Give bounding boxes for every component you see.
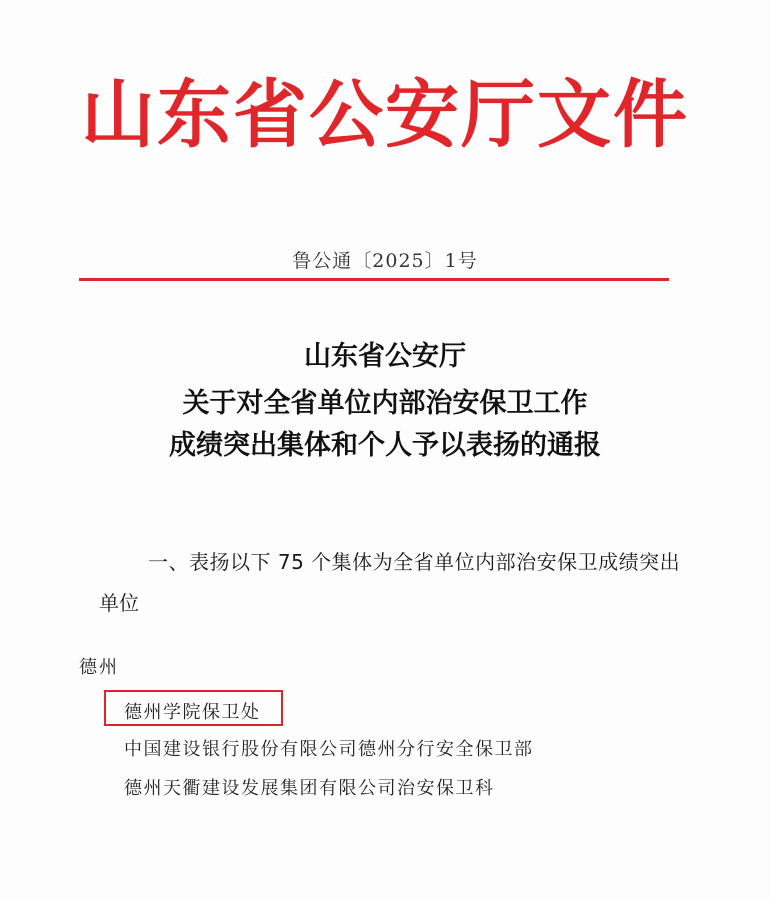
body-paragraph-line-2: 单位 xyxy=(99,591,139,615)
unit-list-item: 中国建设银行股份有限公司德州分行安全保卫部 xyxy=(124,739,534,760)
notice-title-line-2: 关于对全省单位内部治安保卫工作 xyxy=(182,388,588,419)
unit-list-item: 德州天衢建设发展集团有限公司治安保卫科 xyxy=(124,778,495,799)
document-number: 鲁公通〔2025〕1号 xyxy=(292,250,478,272)
notice-title-line-3: 成绩突出集体和个人予以表扬的通报 xyxy=(169,430,601,461)
region-heading: 德州 xyxy=(79,657,119,678)
unit-list-item: 德州学院保卫处 xyxy=(124,702,261,723)
notice-title-line-1: 山东省公安厅 xyxy=(304,341,466,372)
red-divider-line xyxy=(79,278,669,281)
masthead-title: 山东省公安厅文件 xyxy=(81,72,689,158)
body-paragraph-line-1: 一、表扬以下 75 个集体为全省单位内部治安保卫成绩突出 xyxy=(148,550,681,574)
